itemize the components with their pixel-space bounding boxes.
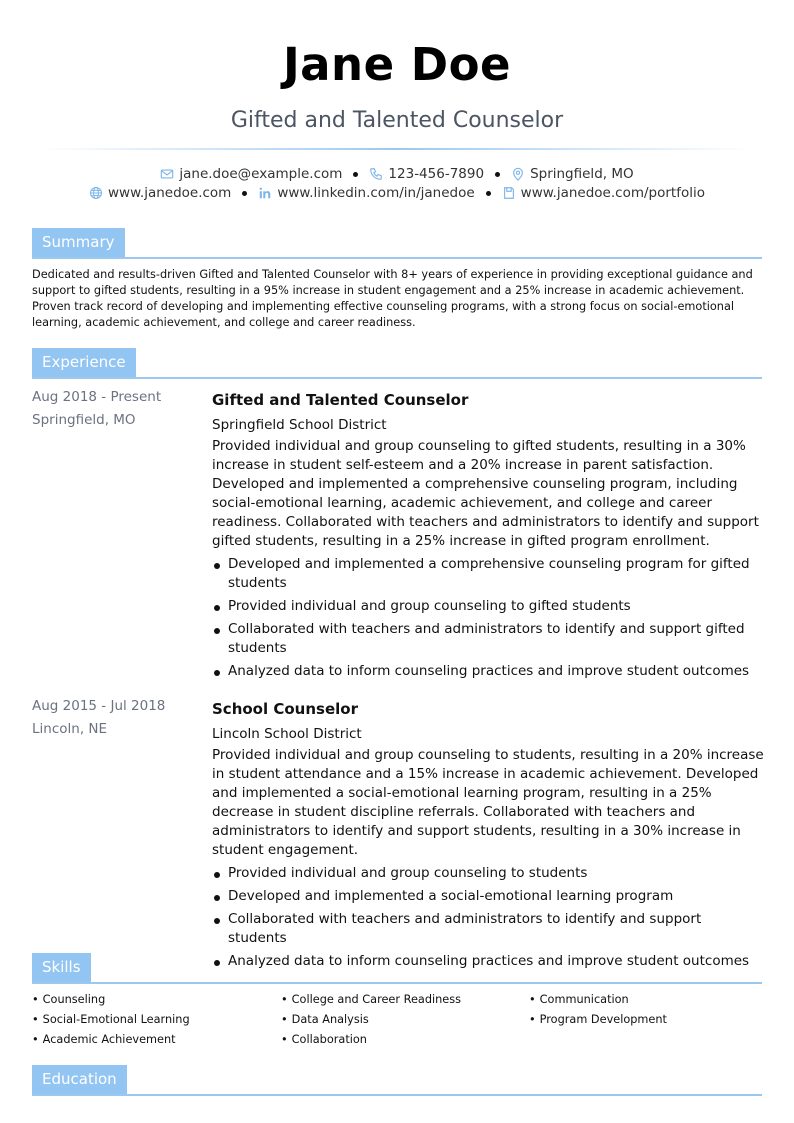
phone-icon bbox=[369, 167, 383, 181]
separator-dot bbox=[242, 191, 247, 196]
list-item: Analyzed data to inform counseling practices and improve student outcomes bbox=[212, 952, 764, 971]
job-dates: Aug 2018 - Present bbox=[32, 389, 162, 405]
education-section-header bbox=[32, 1065, 762, 1096]
globe-icon bbox=[89, 186, 103, 200]
summary-heading: Summary bbox=[32, 228, 125, 257]
contact-row-primary bbox=[0, 166, 794, 182]
skills-section-header bbox=[32, 953, 762, 984]
contact-location bbox=[511, 166, 634, 182]
summary-text: Dedicated and results-driven Gifted and Talented Counselor with 8+ years of experience in providing exceptional guidance and support to gifted students, resulting in a 95% increase in student engagement and a 25% increase in academic achievement. Proven track record of developing and implementing effective counseling programs, with a strong focus on social-emotional learning, academic achievement, and college and career readiness. bbox=[32, 268, 753, 329]
separator-dot bbox=[495, 172, 500, 177]
linkedin-icon bbox=[258, 186, 272, 200]
website-text: www.janedoe.com bbox=[108, 185, 232, 201]
job-title: Gifted and Talented Counselor bbox=[230, 108, 564, 133]
contact-website[interactable] bbox=[89, 185, 231, 201]
title-divider bbox=[40, 148, 754, 150]
phone-text: 123-456-7890 bbox=[388, 166, 485, 182]
education-heading: Education bbox=[32, 1065, 127, 1094]
job-description: Provided individual and group counseling to students, resulting in a 20% increase in student attendance and a 15% increase in academic achievement. Developed and implemented a social-emotional learning program, resulting in a 25% decrease in student discipline referrals. Collaborated with teachers and administrators to identify and support students, resulting in a 30% increase in student engagement. bbox=[212, 747, 764, 858]
contact-row-links bbox=[0, 185, 794, 201]
separator-dot bbox=[486, 191, 491, 196]
list-item: Provided individual and group counseling to gifted students bbox=[212, 597, 764, 616]
skills-heading: Skills bbox=[32, 953, 91, 982]
contact-linkedin[interactable] bbox=[258, 185, 474, 201]
location-text: Springfield, MO bbox=[530, 166, 634, 182]
job-dates: Aug 2015 - Jul 2018 bbox=[32, 698, 166, 714]
list-item: Collaborated with teachers and administrators to identify and support students bbox=[212, 910, 764, 948]
portfolio-text: www.janedoe.com/portfolio bbox=[520, 185, 705, 201]
list-item: Collaborated with teachers and administrators to identify and support gifted students bbox=[212, 620, 764, 658]
contact-portfolio[interactable] bbox=[502, 185, 705, 201]
portfolio-icon bbox=[502, 186, 516, 200]
skill-item: • Communication bbox=[529, 992, 762, 1008]
skill-item: • Social-Emotional Learning bbox=[32, 1012, 281, 1028]
skill-item: • College and Career Readiness bbox=[281, 992, 529, 1008]
summary-section-header bbox=[32, 228, 762, 259]
skill-item: • Data Analysis bbox=[281, 1012, 529, 1028]
list-item: Developed and implemented a comprehensive counseling program for gifted students bbox=[212, 555, 764, 593]
location-pin-icon bbox=[511, 167, 525, 181]
list-item: Developed and implemented a social-emotional learning program bbox=[212, 887, 764, 906]
separator-dot bbox=[353, 172, 358, 177]
job-organization: Lincoln School District bbox=[212, 726, 362, 742]
job-bullets bbox=[212, 555, 764, 681]
email-text: jane.doe@example.com bbox=[179, 166, 343, 182]
list-item: Provided individual and group counseling to students bbox=[212, 864, 764, 883]
job-location: Springfield, MO bbox=[32, 412, 136, 428]
skills-grid bbox=[32, 992, 762, 1048]
job-organization: Springfield School District bbox=[212, 417, 387, 433]
mail-icon bbox=[160, 167, 174, 181]
job-role: Gifted and Talented Counselor bbox=[212, 391, 469, 409]
contact-phone[interactable] bbox=[369, 166, 484, 182]
list-item: Analyzed data to inform counseling practices and improve student outcomes bbox=[212, 662, 764, 681]
linkedin-text: www.linkedin.com/in/janedoe bbox=[277, 185, 475, 201]
skill-item: • Academic Achievement bbox=[32, 1032, 281, 1048]
candidate-name: Jane Doe bbox=[282, 38, 512, 91]
skill-item: • Collaboration bbox=[281, 1032, 529, 1048]
contact-email[interactable] bbox=[160, 166, 342, 182]
job-location: Lincoln, NE bbox=[32, 721, 108, 737]
experience-section-header bbox=[32, 348, 762, 379]
experience-heading: Experience bbox=[32, 348, 136, 377]
skill-item: • Counseling bbox=[32, 992, 281, 1008]
skill-item: • Program Development bbox=[529, 1012, 762, 1028]
job-role: School Counselor bbox=[212, 700, 358, 718]
job-description: Provided individual and group counseling to gifted students, resulting in a 30% increase in student self-esteem and a 20% increase in parent satisfaction. Developed and implemented a comprehensive counseling program, including social-emotional learning, academic achievement, and college and career readiness. Collaborated with teachers and administrators to identify and support gifted students, resulting in a 25% increase in gifted program enrollment. bbox=[212, 438, 759, 549]
